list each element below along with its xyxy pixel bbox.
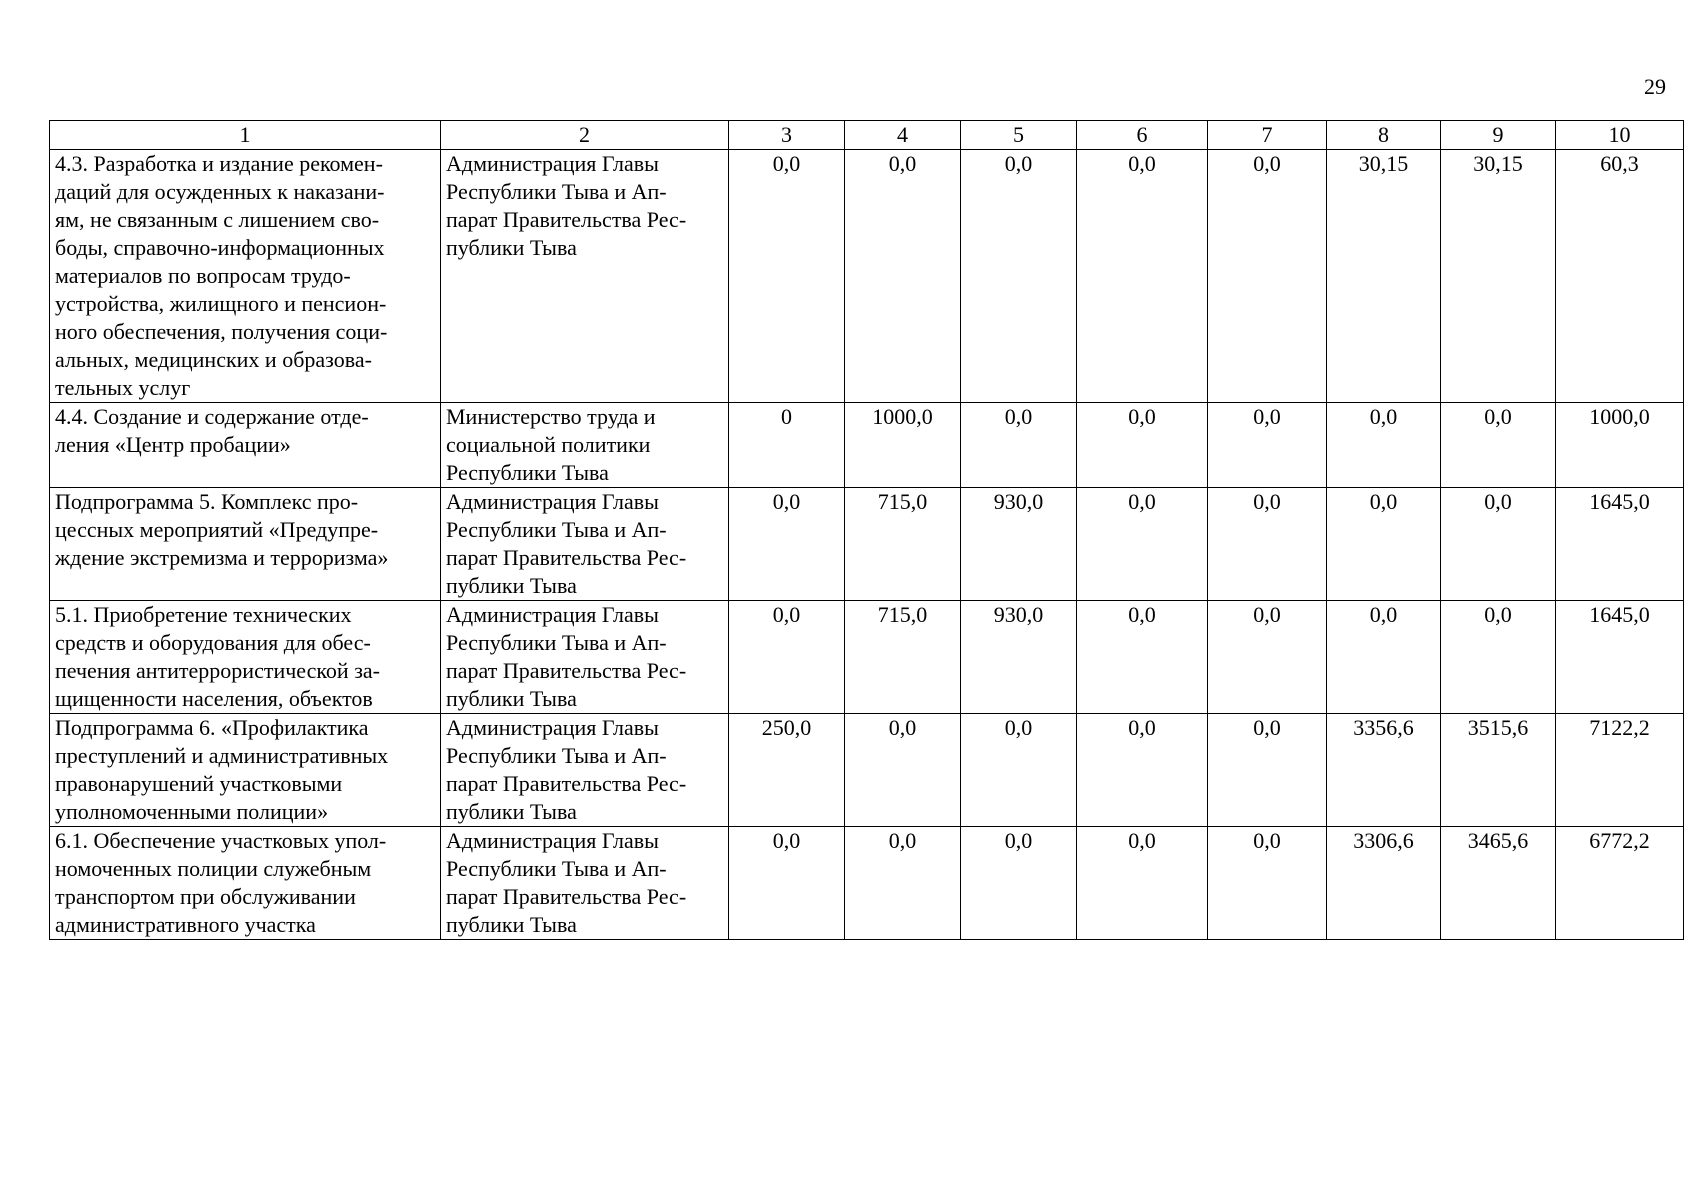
activity-name-cell	[50, 488, 441, 601]
column-header-9: 9	[1441, 121, 1556, 150]
executor-cell	[441, 150, 729, 403]
column-header-5: 5	[961, 121, 1077, 150]
table-row	[50, 714, 1684, 827]
activity-name-cell	[50, 403, 441, 488]
value-cell-col-7: 0,0	[1208, 714, 1327, 827]
value-cell-col-4: 0,0	[845, 150, 961, 403]
value-cell-col-5: 930,0	[961, 488, 1077, 601]
table-row	[50, 601, 1684, 714]
executor-name: Администрация Главы Республики Тыва и Ап- парат Правительства Рес- публики Тыва	[446, 151, 687, 260]
value-cell-col-7: 0,0	[1208, 601, 1327, 714]
value-cell-col-7: 0,0	[1208, 403, 1327, 488]
value-cell-col-5: 0,0	[961, 403, 1077, 488]
column-header-4: 4	[845, 121, 961, 150]
page-number: 29	[1644, 74, 1666, 99]
value-cell-col-8: 0,0	[1327, 601, 1441, 714]
activity-name: 5.1. Приобретение технических средств и оборудования для обес- печения антитеррористической за- щищенности населения, объектов	[55, 602, 380, 711]
value-cell-col-6: 0,0	[1077, 827, 1208, 940]
value-cell-col-6: 0,0	[1077, 601, 1208, 714]
value-cell-col-8: 0,0	[1327, 488, 1441, 601]
value-cell-col-6: 0,0	[1077, 488, 1208, 601]
executor-cell	[441, 601, 729, 714]
executor-cell	[441, 403, 729, 488]
activity-name: 4.4. Создание и содержание отде- ления «Центр пробации»	[55, 404, 369, 457]
value-cell-col-8: 0,0	[1327, 403, 1441, 488]
value-cell-col-4: 715,0	[845, 601, 961, 714]
value-cell-col-6: 0,0	[1077, 150, 1208, 403]
value-cell-col-10: 1645,0	[1556, 601, 1684, 714]
value-cell-col-3: 0	[729, 403, 845, 488]
budget-table	[49, 120, 1684, 940]
value-cell-col-9: 0,0	[1441, 601, 1556, 714]
column-header-8: 8	[1327, 121, 1441, 150]
table-row	[50, 403, 1684, 488]
column-header-1: 1	[50, 121, 441, 150]
activity-name: 6.1. Обеспечение участковых упол- номоченных полиции служебным транспортом при обслуживании административного участка	[55, 828, 387, 937]
activity-name-cell	[50, 150, 441, 403]
value-cell-col-4: 0,0	[845, 714, 961, 827]
executor-name: Администрация Главы Республики Тыва и Ап- парат Правительства Рес- публики Тыва	[446, 489, 687, 598]
executor-name: Министерство труда и социальной политики Республики Тыва	[446, 404, 656, 485]
value-cell-col-9: 3465,6	[1441, 827, 1556, 940]
activity-name-cell	[50, 601, 441, 714]
value-cell-col-10: 1000,0	[1556, 403, 1684, 488]
value-cell-col-6: 0,0	[1077, 714, 1208, 827]
value-cell-col-3: 0,0	[729, 827, 845, 940]
value-cell-col-5: 0,0	[961, 714, 1077, 827]
value-cell-col-8: 3306,6	[1327, 827, 1441, 940]
activity-name-cell	[50, 714, 441, 827]
activity-name: Подпрограмма 5. Комплекс про- цессных мероприятий «Предупре- ждение экстремизма и терроризма»	[55, 489, 389, 570]
value-cell-col-4: 0,0	[845, 827, 961, 940]
value-cell-col-9: 0,0	[1441, 403, 1556, 488]
header-row	[50, 121, 1684, 150]
executor-name: Администрация Главы Республики Тыва и Ап- парат Правительства Рес- публики Тыва	[446, 828, 687, 937]
table-row	[50, 827, 1684, 940]
value-cell-col-3: 0,0	[729, 150, 845, 403]
value-cell-col-6: 0,0	[1077, 403, 1208, 488]
executor-name: Администрация Главы Республики Тыва и Ап- парат Правительства Рес- публики Тыва	[446, 602, 687, 711]
value-cell-col-5: 0,0	[961, 150, 1077, 403]
value-cell-col-4: 1000,0	[845, 403, 961, 488]
value-cell-col-10: 7122,2	[1556, 714, 1684, 827]
executor-cell	[441, 827, 729, 940]
value-cell-col-10: 60,3	[1556, 150, 1684, 403]
column-header-10: 10	[1556, 121, 1684, 150]
executor-cell	[441, 488, 729, 601]
value-cell-col-7: 0,0	[1208, 150, 1327, 403]
executor-cell	[441, 714, 729, 827]
column-header-6: 6	[1077, 121, 1208, 150]
value-cell-col-4: 715,0	[845, 488, 961, 601]
executor-name: Администрация Главы Республики Тыва и Ап- парат Правительства Рес- публики Тыва	[446, 715, 687, 824]
value-cell-col-9: 30,15	[1441, 150, 1556, 403]
column-header-7: 7	[1208, 121, 1327, 150]
value-cell-col-10: 1645,0	[1556, 488, 1684, 601]
table-row	[50, 488, 1684, 601]
value-cell-col-8: 3356,6	[1327, 714, 1441, 827]
activity-name-cell	[50, 827, 441, 940]
value-cell-col-8: 30,15	[1327, 150, 1441, 403]
value-cell-col-3: 0,0	[729, 601, 845, 714]
value-cell-col-3: 0,0	[729, 488, 845, 601]
value-cell-col-9: 0,0	[1441, 488, 1556, 601]
table-row	[50, 150, 1684, 403]
value-cell-col-5: 0,0	[961, 827, 1077, 940]
value-cell-col-7: 0,0	[1208, 827, 1327, 940]
column-header-3: 3	[729, 121, 845, 150]
table-body	[50, 150, 1684, 940]
value-cell-col-10: 6772,2	[1556, 827, 1684, 940]
column-header-2: 2	[441, 121, 729, 150]
value-cell-col-5: 930,0	[961, 601, 1077, 714]
activity-name: 4.3. Разработка и издание рекомен- даций для осужденных к наказани- ям, не связанным с лишением сво- боды, справочно-информационных материалов по вопросам трудо- устройства, жилищного и пенсион- ного обеспечения, получения соци- альных, медицинских и образова- тельных услуг	[55, 151, 388, 400]
value-cell-col-3: 250,0	[729, 714, 845, 827]
value-cell-col-7: 0,0	[1208, 488, 1327, 601]
activity-name: Подпрограмма 6. «Профилактика преступлений и административных правонарушений участковыми уполномоченными полиции»	[55, 715, 389, 824]
value-cell-col-9: 3515,6	[1441, 714, 1556, 827]
